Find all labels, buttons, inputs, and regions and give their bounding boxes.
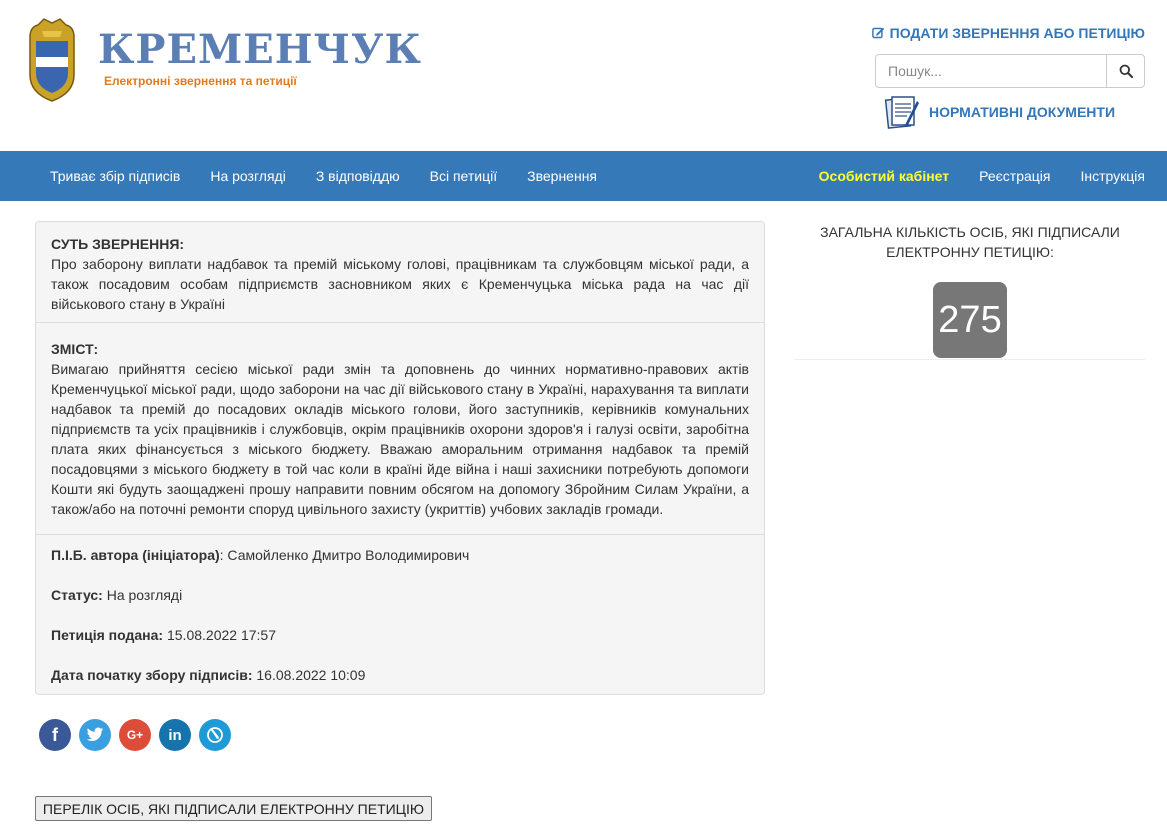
- sidebar-divider: [795, 359, 1145, 360]
- author-row: [51, 545, 749, 585]
- documents-icon: [883, 95, 919, 129]
- main-navbar: [0, 151, 1167, 201]
- submit-petition-link[interactable]: [872, 25, 1145, 41]
- search-button[interactable]: [1106, 54, 1145, 88]
- essence-text: Про заборону виплати надбавок та премій міському голові, працівникам та службовцям міської ради, а також посадовим особам підприємств засновником яких є Кременчуцька міська рада на час дії військового стану в Україні: [51, 256, 749, 312]
- author-value: : Самойленко Дмитро Володимирович: [219, 547, 470, 563]
- nav-appeals[interactable]: Звернення: [527, 168, 598, 184]
- nav-under-review[interactable]: На розгляді: [210, 168, 286, 184]
- status-value: На розгляді: [102, 587, 183, 603]
- brand-name: КРЕМЕНЧУК: [98, 26, 422, 73]
- petition-meta: [36, 535, 764, 715]
- submitted-row: [51, 625, 749, 665]
- submitted-label: Петиція подана:: [51, 627, 164, 643]
- signature-start-row: [51, 665, 749, 705]
- regulatory-documents-link[interactable]: [883, 95, 1115, 129]
- site-header: [0, 0, 1167, 151]
- nav-right: [804, 151, 1160, 201]
- google-plus-share-button[interactable]: [119, 719, 151, 751]
- nav-collecting-signatures[interactable]: Триває збір підписів: [50, 168, 181, 184]
- linkedin-share-button[interactable]: [159, 719, 191, 751]
- nav-all-petitions[interactable]: Всі петиції: [429, 168, 498, 184]
- social-share: [39, 719, 231, 751]
- signature-start-value: 16.08.2022 10:09: [252, 667, 366, 683]
- site-logo[interactable]: [24, 17, 422, 105]
- nav-with-answer[interactable]: З відповіддю: [315, 168, 400, 184]
- search-input[interactable]: [875, 54, 1106, 88]
- essence-title: СУТЬ ЗВЕРНЕННЯ:: [51, 236, 185, 252]
- petition-panel: [35, 221, 765, 695]
- signature-start-label: Дата початку збору підписів:: [51, 667, 253, 683]
- coat-of-arms-icon: [24, 17, 80, 103]
- facebook-icon: f: [52, 724, 58, 745]
- brand-tagline: Електронні звернення та петиції: [104, 74, 297, 88]
- nav-instructions[interactable]: Інструкція: [1080, 168, 1145, 184]
- status-label: Статус:: [51, 587, 103, 603]
- nav-registration[interactable]: Реєстрація: [979, 168, 1051, 184]
- essence-section: [36, 222, 764, 323]
- facebook-share-button[interactable]: [39, 719, 71, 751]
- google-plus-icon: G+: [126, 728, 144, 742]
- signatures-count-title: ЗАГАЛЬНА КІЛЬКІСТЬ ОСІБ, ЯКІ ПІДПИСАЛИ ЕЛЕКТРОННУ ПЕТИЦІЮ:: [820, 224, 1120, 260]
- nav-personal-cabinet[interactable]: Особистий кабінет: [818, 168, 950, 184]
- regulatory-documents-label: НОРМАТИВНІ ДОКУМЕНТИ: [929, 104, 1116, 120]
- linkedin-icon: in: [168, 726, 182, 744]
- signers-list-button[interactable]: ПЕРЕЛІК ОСІБ, ЯКІ ПІДПИСАЛИ ЕЛЕКТРОННУ ПЕТИЦІЮ: [35, 796, 432, 821]
- livejournal-icon: [206, 726, 224, 744]
- search-icon: [1119, 64, 1133, 78]
- twitter-icon: [86, 727, 104, 743]
- twitter-share-button[interactable]: [79, 719, 111, 751]
- edit-icon: [872, 26, 885, 40]
- submit-petition-label: ПОДАТИ ЗВЕРНЕННЯ АБО ПЕТИЦІЮ: [889, 25, 1145, 41]
- status-row: [51, 585, 749, 625]
- search-form: [875, 54, 1145, 88]
- author-label: П.І.Б. автора (ініціатора): [51, 547, 220, 563]
- submitted-value: 15.08.2022 17:57: [163, 627, 276, 643]
- content-section: [36, 323, 764, 535]
- nav-left: [35, 151, 612, 201]
- signatures-count-badge: 275: [933, 282, 1007, 358]
- content-title: ЗМІСТ:: [51, 341, 99, 357]
- content-text: Вимагаю прийняття сесією міської ради змін та доповнень до чинних нормативно-правових актів Кременчуцької міської ради, щодо заборони на час дії військового стану в Україні, нарахування та виплати надбавок та премій до посадових окладів міського голови, його заступників, керівників комунальних підприємств та усіх працівників і службовців, окрім працівників охорони здоров'я і галузі освіти, заробітна плата яких фінансується з міського бюджету. Вважаю аморальним отримання надбавок та премій посадовцями з міського бюджету в той час коли в країні йде війна і наші захисники потребують допомоги Кошти які будуть заощаджені прошу направити повним обсягом на допомогу Збройним Силам України, а також/або на поточні ремонти споруд цивільного захисту (укриттів) учбових закладів громади.: [51, 361, 749, 517]
- livejournal-share-button[interactable]: [199, 719, 231, 751]
